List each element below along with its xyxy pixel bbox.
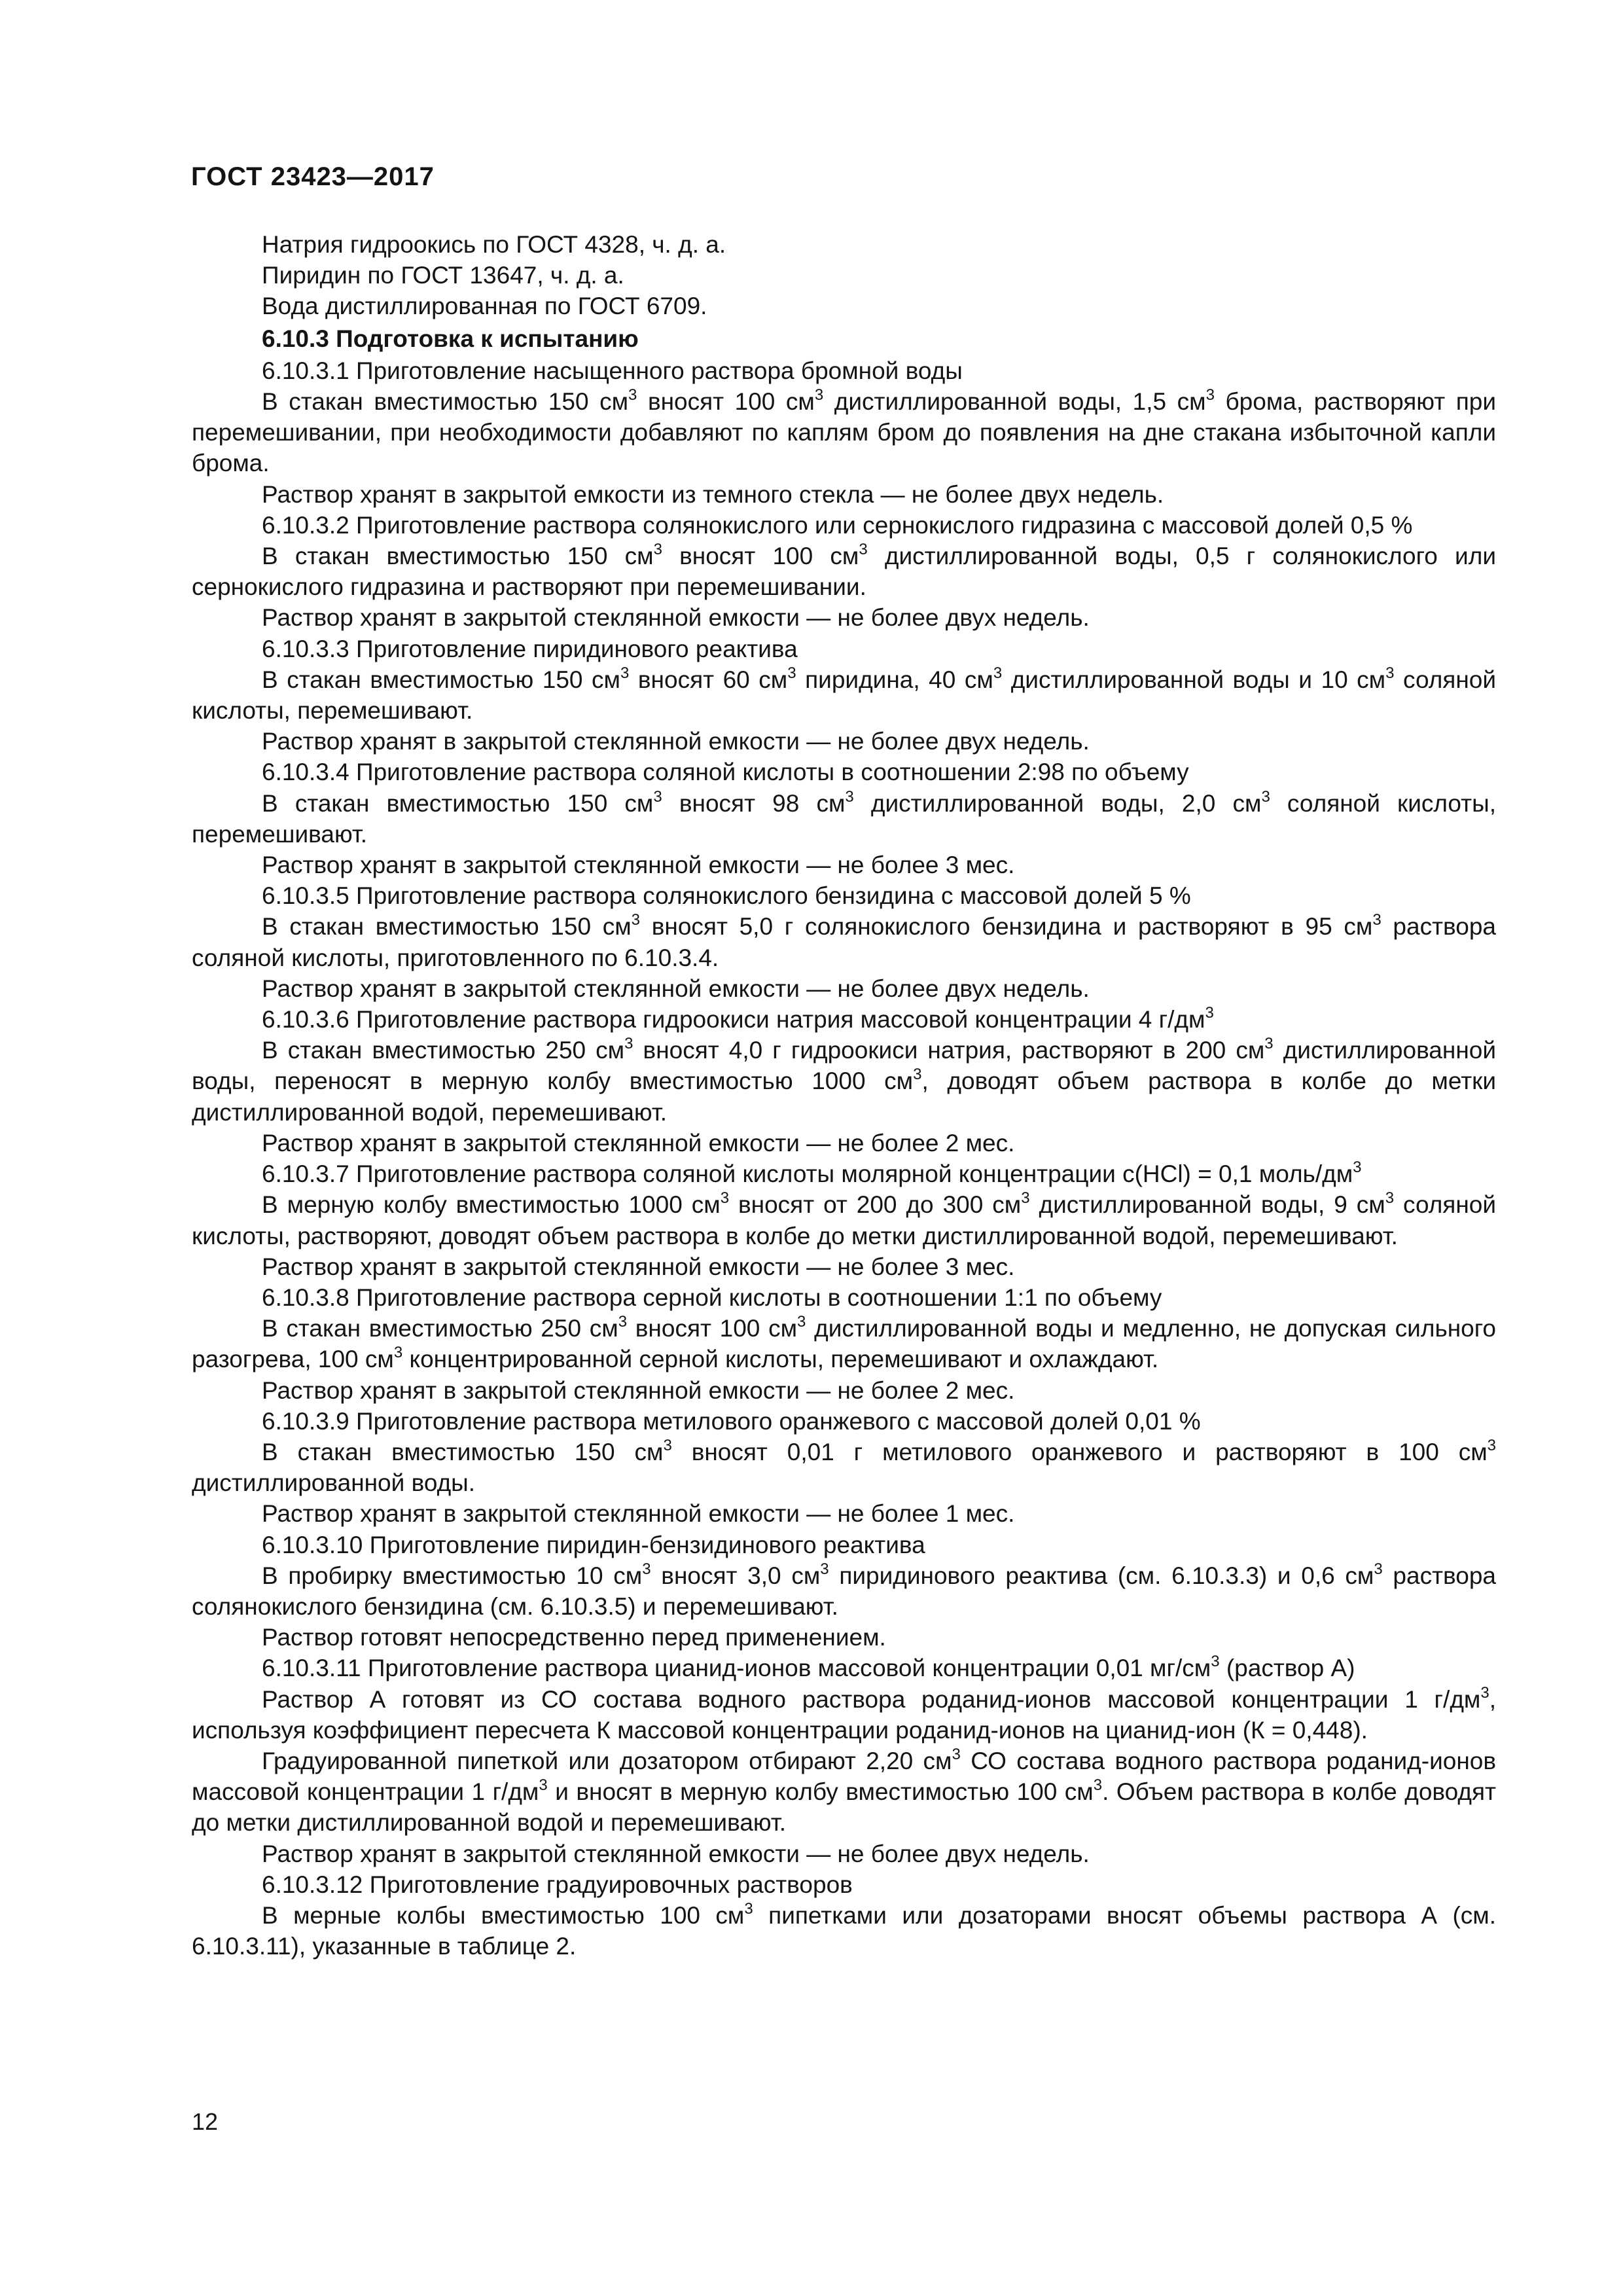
clause-title: 6.10.3.4 Приготовление раствора соляной кислоты в соотношении 2:98 по объему: [262, 759, 1189, 786]
clause-paragraph: В стакан вместимостью 150 $см^3$ вносят 100 $см^3$ дистиллированной воды, 1,5 $см^3$ брома, растворяют при перемешивании, при необходимости добавляют по каплям бром до появления на дне стакана избыточной капли брома.: [192, 386, 1496, 477]
clause-title: 6.10.3.10 Приготовление пиридин-бензидинового реактива: [262, 1531, 925, 1558]
clause-paragraph: В стакан вместимостью 150 $см^3$ вносят 98 $см^3$ дистиллированной воды, 2,0 $см^3$ соляной кислоты, перемешивают.: [192, 787, 1496, 848]
clause-title: 6.10.3.6 Приготовление раствора гидроокиси натрия массовой концентрации 4 $г/дм^3$: [262, 1004, 1214, 1033]
section-heading: 6.10.3 Подготовка к испытанию: [262, 325, 639, 352]
clause-title: 6.10.3.9 Приготовление раствора метилового оранжевого с массовой долей 0,01 %: [262, 1407, 1201, 1435]
storage-note: Раствор хранят в закрытой стеклянной емкости — не более 3 мес.: [262, 1253, 1015, 1280]
clause-paragraph: В пробирку вместимостью 10 $см^3$ вносят 3,0 $см^3$ пиридинового реактива (см. 6.10.3.3) и 0,6 $см^3$ раствора солянокислого бензидина (см. 6.10.3.5) и перемешивают.: [192, 1560, 1496, 1620]
storage-note: Раствор хранят в закрытой стеклянной емкости — не более двух недель.: [262, 975, 1090, 1002]
clause-title: 6.10.3.7 Приготовление раствора соляной кислоты молярной концентрации с(HCl) = 0,1 моль/$дм^3$: [262, 1158, 1362, 1188]
clause-title: 6.10.3.2 Приготовление раствора солянокислого или сернокислого гидразина с массовой долей 0,5 %: [262, 511, 1413, 539]
clause-paragraph: В стакан вместимостью 150 $см^3$ вносят 60 $см^3$ пиридина, 40 $см^3$ дистиллированной воды и 10 $см^3$ соляной кислоты, перемешивают.: [192, 664, 1497, 725]
clause-title: 6.10.3.3 Приготовление пиридинового реактива: [262, 635, 798, 662]
clause-paragraph: В стакан вместимостью 250 $см^3$ вносят 100 $см^3$ дистиллированной воды и медленно, не допуская сильного разогрева, 100 $см^3$ концентрированной серной кислоты, перемешивают и охлаждают.: [192, 1313, 1496, 1373]
document-body: [192, 229, 1496, 1962]
clause-paragraph: В мерные колбы вместимостью 100 $см^3$ пипетками или дозаторами вносят объемы раствора А (см. 6.10.3.11), указанные в таблице 2.: [192, 1899, 1496, 1960]
reagent-line: Натрия гидроокись по ГОСТ 4328, ч. д. а.: [262, 231, 726, 258]
storage-note: Раствор хранят в закрытой стеклянной емкости — не более двух недель.: [262, 1840, 1090, 1867]
clause-title: 6.10.3.12 Приготовление градуировочных растворов: [262, 1871, 853, 1898]
storage-note: Раствор хранят в закрытой стеклянной емкости — не более двух недель.: [262, 604, 1090, 632]
storage-note: Раствор хранят в закрытой стеклянной емкости — не более 2 мес.: [262, 1129, 1015, 1157]
page-number: 12: [192, 2108, 219, 2135]
reagent-line: Вода дистиллированная по ГОСТ 6709.: [262, 293, 707, 320]
clause-paragraph: В стакан вместимостью 150 $см^3$ вносят 0,01 г метилового оранжевого и растворяют в 100 $см^3$ дистиллированной воды.: [192, 1436, 1496, 1497]
clause-title: 6.10.3.11 Приготовление раствора цианид-ионов массовой концентрации 0,01 $мг/см^3$ (раствор А): [262, 1653, 1355, 1682]
clause-paragraph: Раствор А готовят из СО состава водного раствора роданид-ионов массовой концентрации 1 $г/дм^3$, используя коэффициент пересчета К массовой концентрации роданид-ионов на цианид-ион (К = 0,448).: [192, 1683, 1496, 1744]
clause-paragraph: В стакан вместимостью 150 $см^3$ вносят 100 $см^3$ дистиллированной воды, 0,5 г солянокислого или сернокислого гидразина и растворяют при перемешивании.: [192, 541, 1496, 601]
clause-title: 6.10.3.8 Приготовление раствора серной кислоты в соотношении 1:1 по объему: [262, 1283, 1162, 1311]
storage-note: Раствор хранят в закрытой стеклянной емкости — не более двух недель.: [262, 728, 1090, 755]
clause-paragraph: В стакан вместимостью 250 $см^3$ вносят 4,0 г гидроокиси натрия, растворяют в 200 $см^3$ дистиллированной воды, переносят в мерную колбу вместимостью 1000 $см^3$, доводят объем раствора в колбе до метки дистиллированной водой, перемешивают.: [192, 1035, 1497, 1126]
clause-paragraph: В стакан вместимостью 150 $см^3$ вносят 5,0 г солянокислого бензидина и растворяют в 95 $см^3$ раствора соляной кислоты, приготовленного по 6.10.3.4.: [192, 911, 1496, 971]
clause-paragraph: Градуированной пипеткой или дозатором отбирают 2,20 $см^3$ СО состава водного раствора роданид-ионов массовой концентрации 1 $г/дм^3$ и вносят в мерную колбу вместимостью 100 $см^3$. Объем раствора в колбе доводят до метки дистиллированной водой и перемешивают.: [192, 1745, 1496, 1837]
storage-note: Раствор хранят в закрытой стеклянной емкости — не более 1 мес.: [262, 1500, 1015, 1528]
clause-title: 6.10.3.5 Приготовление раствора солянокислого бензидина с массовой долей 5 %: [262, 882, 1191, 910]
storage-note: Раствор хранят в закрытой стеклянной емкости — не более 3 мес.: [262, 852, 1015, 879]
storage-note: Раствор хранят в закрытой емкости из темного стекла — не более двух недель.: [262, 480, 1164, 508]
reagent-line: Пиридин по ГОСТ 13647, ч. д. а.: [262, 262, 624, 289]
clause-title: 6.10.3.1 Приготовление насыщенного раствора бромной воды: [262, 357, 963, 384]
storage-note: Раствор хранят в закрытой стеклянной емкости — не более 2 мес.: [262, 1376, 1015, 1404]
document-header: ГОСТ 23423—2017: [191, 162, 435, 191]
storage-note: Раствор готовят непосредственно перед применением.: [262, 1624, 886, 1651]
clause-paragraph: В мерную колбу вместимостью 1000 $см^3$ вносят от 200 до 300 $см^3$ дистиллированной воды, 9 $см^3$ соляной кислоты, растворяют, доводят объем раствора в колбе до метки дистиллированной водой, перемешивают.: [192, 1189, 1497, 1249]
